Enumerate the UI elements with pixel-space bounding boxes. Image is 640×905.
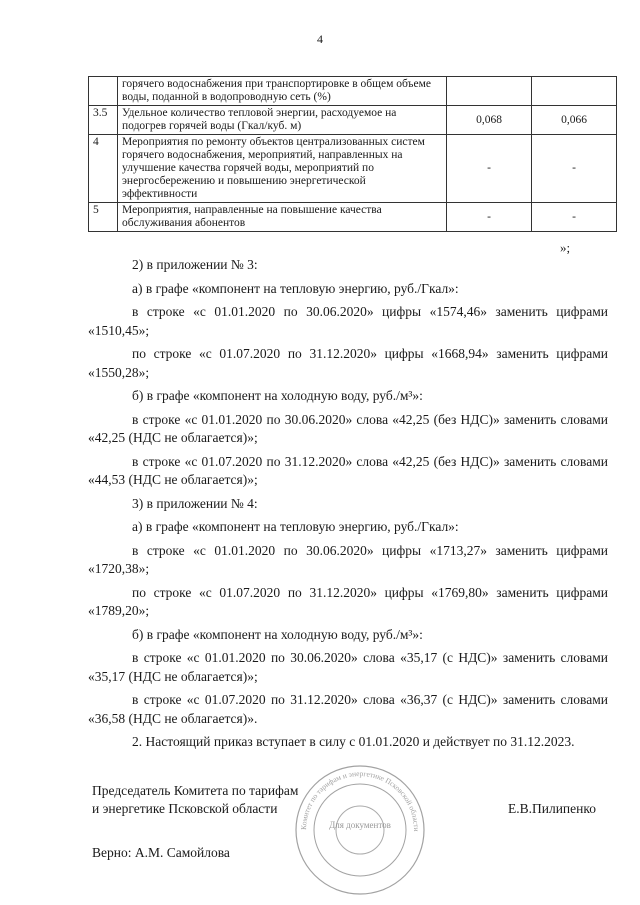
signatory-title bbox=[92, 782, 298, 818]
row-description: Мероприятия, направленные на повышение качества обслуживания абонентов bbox=[118, 203, 447, 232]
indicators-table bbox=[88, 76, 617, 232]
row-description: Мероприятия по ремонту объектов централизованных систем горячего водоснабжения, мероприятий, направленных на улучшение качества горячей воды, мероприятий по энергосбережению и повышению энергетической эффективности bbox=[118, 135, 447, 203]
paragraph: 2) в приложении № 3: bbox=[132, 257, 258, 272]
row-number: 4 bbox=[89, 135, 118, 203]
paragraph: в строке «с 01.01.2020 по 30.06.2020» цифры «1574,46» заменить цифрами «1510,45»; bbox=[88, 304, 608, 338]
row-value-1: 0,068 bbox=[447, 106, 532, 135]
paragraph: 3) в приложении № 4: bbox=[132, 495, 258, 511]
row-value-1: - bbox=[447, 203, 532, 232]
document-body bbox=[88, 256, 608, 757]
paragraph: по строке «с 01.07.2020 по 31.12.2020» цифры «1769,80» заменить цифрами «1789,20»; bbox=[88, 584, 608, 618]
row-value-2 bbox=[532, 77, 617, 106]
paragraph: в строке «с 01.01.2020 по 30.06.2020» слова «42,25 (без НДС)» заменить словами «42,25 (НДС не облагается)»; bbox=[88, 411, 608, 445]
paragraph: б) в графе «компонент на холодную воду, руб./м³»: bbox=[132, 388, 423, 403]
table-row bbox=[89, 106, 617, 135]
signatory-title-line-2: и энергетике Псковской области bbox=[92, 801, 278, 816]
paragraph: б) в графе «компонент на холодную воду, руб./м³»: bbox=[132, 626, 423, 642]
table-row bbox=[89, 203, 617, 232]
stamp-ring-text: Комитет по тарифам и энергетике Псковской области bbox=[298, 768, 422, 832]
row-description: Удельное количество тепловой энергии, расходуемое на подогрев горячей воды (Гкал/куб. м) bbox=[118, 106, 447, 135]
official-stamp bbox=[292, 762, 428, 898]
verno-line: Верно: А.М. Самойлова bbox=[92, 845, 230, 860]
table-row bbox=[89, 135, 617, 203]
page-number: 4 bbox=[317, 32, 323, 46]
row-number bbox=[89, 77, 118, 106]
paragraph: по строке «с 01.07.2020 по 31.12.2020» цифры «1668,94» заменить цифрами «1550,28»; bbox=[88, 346, 608, 380]
row-description: горячего водоснабжения при транспортировке в общем объеме воды, поданной в водопроводную сеть (%) bbox=[118, 77, 447, 106]
paragraph: а) в графе «компонент на тепловую энергию, руб./Гкал»: bbox=[132, 519, 459, 534]
row-number: 3.5 bbox=[89, 106, 118, 135]
paragraph: в строке «с 01.07.2020 по 31.12.2020» слова «42,25 (без НДС)» заменить словами «44,53 (НДС не облагается)»; bbox=[88, 453, 608, 487]
table-row bbox=[89, 77, 617, 106]
row-number: 5 bbox=[89, 203, 118, 232]
table-closing-quote: »; bbox=[560, 240, 571, 255]
row-value-1 bbox=[447, 77, 532, 106]
paragraph: а) в графе «компонент на тепловую энергию, руб./Гкал»: bbox=[132, 280, 459, 296]
paragraph: в строке «с 01.01.2020 по 30.06.2020» слова «35,17 (с НДС)» заменить словами «35,17 (НДС не облагается)»; bbox=[88, 650, 608, 684]
paragraph: 2. Настоящий приказ вступает в силу с 01.01.2020 и действует по 31.12.2023. bbox=[132, 734, 575, 749]
signatory-name: Е.В.Пилипенко bbox=[508, 801, 597, 816]
row-value-2: - bbox=[532, 135, 617, 203]
paragraph: в строке «с 01.01.2020 по 30.06.2020» цифры «1713,27» заменить цифрами «1720,38»; bbox=[88, 542, 608, 576]
paragraph: в строке «с 01.07.2020 по 31.12.2020» слова «36,37 (с НДС)» заменить словами «36,58 (НДС не облагается)». bbox=[88, 692, 608, 726]
row-value-1: - bbox=[447, 135, 532, 203]
signatory-title-line-1: Председатель Комитета по тарифам bbox=[92, 783, 299, 798]
row-value-2: 0,066 bbox=[532, 106, 617, 135]
row-value-2: - bbox=[532, 203, 617, 232]
stamp-center-text: Для документов bbox=[329, 820, 391, 830]
